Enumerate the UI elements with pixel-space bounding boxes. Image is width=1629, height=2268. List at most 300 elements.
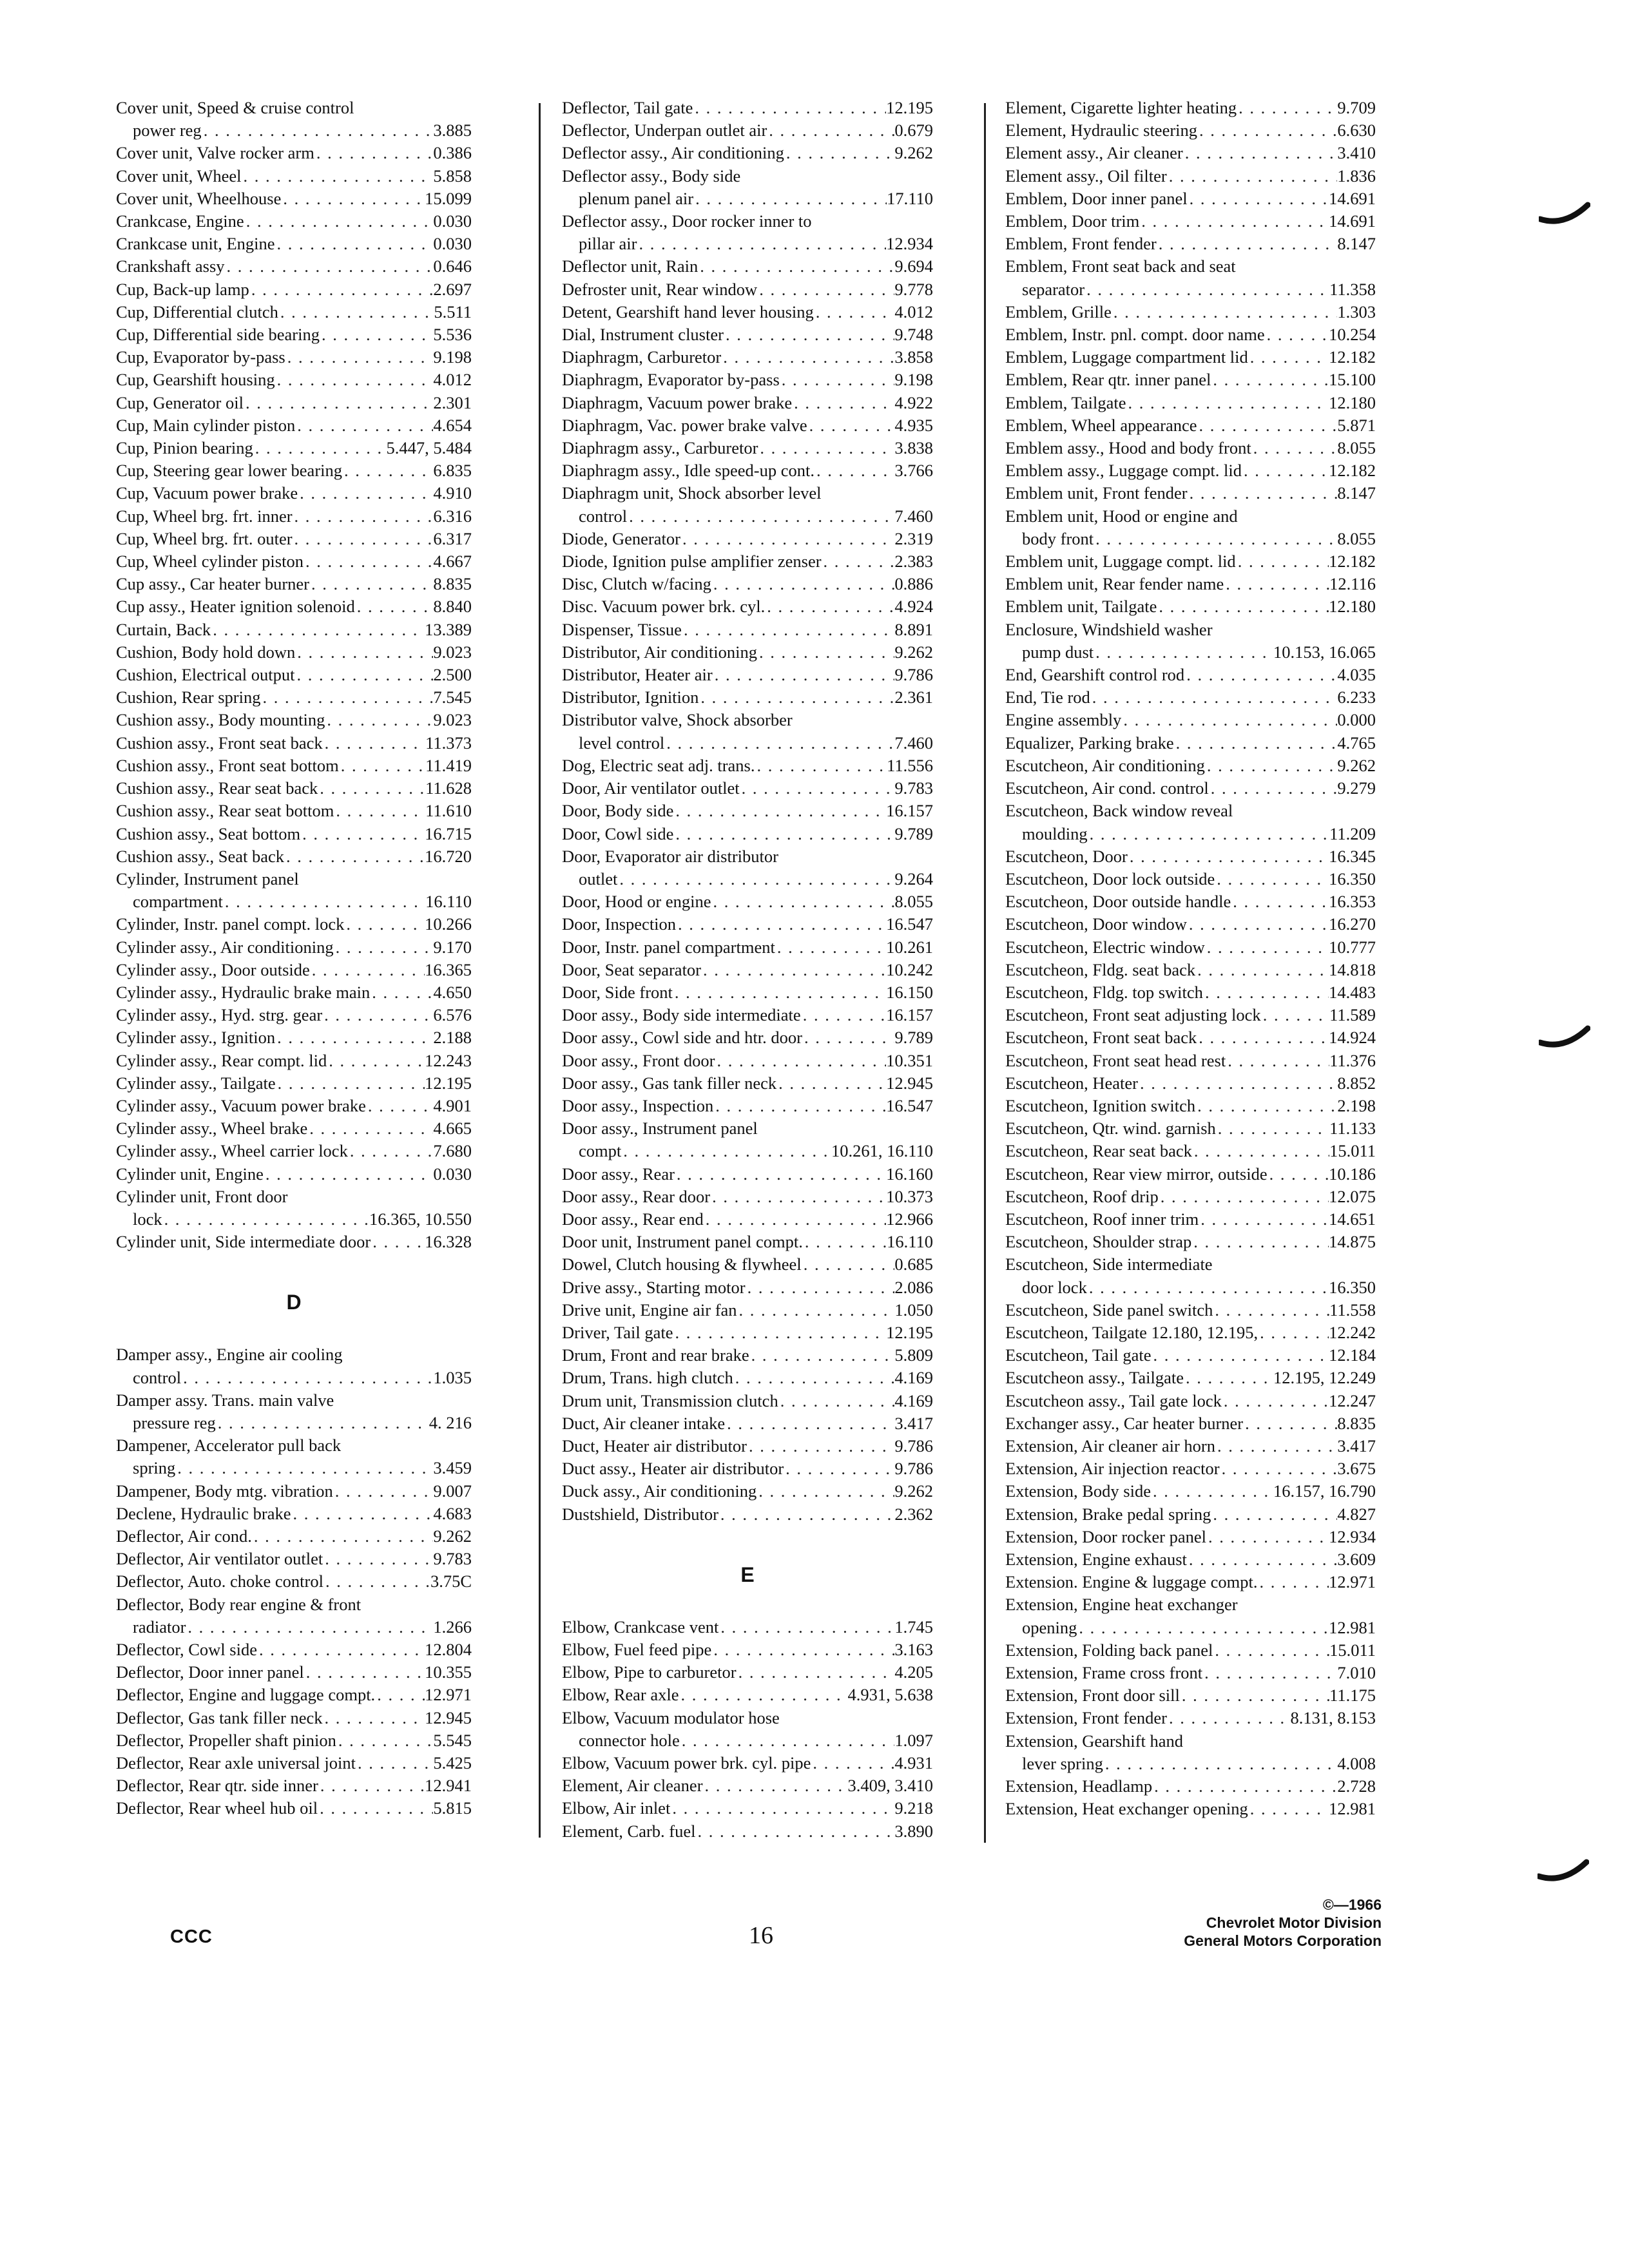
index-entry [116, 1684, 472, 1706]
dot-leader [275, 1026, 433, 1049]
entry-line [562, 323, 933, 346]
part-name: Duct, Heater air distributor [562, 1436, 747, 1456]
group-number: 4.924 [894, 597, 933, 617]
part-name: Element assy., Air cleaner [1005, 143, 1183, 163]
dot-leader [304, 1661, 425, 1684]
dot-leader [300, 823, 425, 845]
entry-continuation-line [116, 1208, 472, 1231]
group-number: 12.934 [886, 234, 933, 254]
part-name: Escutcheon, Roof drip [1005, 1186, 1159, 1206]
index-entry [1005, 1208, 1376, 1231]
group-number: 10.777 [1329, 937, 1376, 957]
part-name: Escutcheon, Door window [1005, 914, 1187, 934]
entry-line [562, 1299, 933, 1321]
group-number: 4. 216 [429, 1412, 472, 1432]
group-number: 11.175 [1329, 1686, 1376, 1706]
binder-mark [1537, 1858, 1589, 1890]
dot-leader [298, 482, 433, 505]
entry-line [1005, 1095, 1376, 1117]
index-entry [562, 1095, 933, 1117]
group-number: 12.195 [425, 1073, 472, 1093]
group-number: 16.270 [1329, 914, 1376, 934]
entry-line [1005, 1208, 1376, 1231]
group-number: 6.233 [1337, 687, 1376, 707]
index-entry [116, 1797, 472, 1820]
group-number: 6.835 [433, 461, 472, 481]
part-name: Damper assy., Engine air cooling [116, 1345, 343, 1365]
entry-line [116, 1548, 472, 1570]
part-name: door lock [1022, 1277, 1087, 1297]
entry-line [116, 686, 472, 709]
part-name: Elbow, Vacuum power brk. cyl. pipe [562, 1753, 811, 1773]
index-entry [1005, 800, 1376, 845]
dot-leader [339, 754, 425, 777]
index-entry [1005, 754, 1376, 777]
part-name: Enclosure, Windshield washer [1005, 619, 1213, 639]
entry-line [562, 1026, 933, 1049]
group-number: 3.766 [894, 461, 933, 481]
entry-line [116, 1774, 472, 1797]
index-entry [1005, 369, 1376, 391]
dot-leader [291, 1503, 433, 1525]
entry-line [1005, 1480, 1376, 1503]
index-entry [116, 823, 472, 845]
dot-leader [767, 119, 894, 142]
index-entry [562, 595, 933, 618]
dot-leader [1197, 1026, 1329, 1049]
entry-continuation-line [116, 1616, 472, 1639]
index-entry [1005, 709, 1376, 731]
group-number: 12.941 [425, 1776, 472, 1796]
part-name: Elbow, Fuel feed pipe [562, 1640, 712, 1659]
entry-line [562, 1186, 933, 1208]
group-number: 11.610 [425, 801, 472, 821]
group-number: 6.316 [433, 506, 472, 526]
group-number: 16.547 [886, 914, 933, 934]
dot-leader [679, 1684, 848, 1706]
index-entry [116, 1548, 472, 1570]
group-number: 1.303 [1337, 302, 1376, 322]
entry-line [116, 1797, 472, 1820]
index-entry [562, 845, 933, 890]
group-number: 9.279 [1337, 778, 1376, 798]
entry-line [116, 800, 472, 822]
group-number: 2.500 [433, 665, 472, 685]
group-number: 0.685 [894, 1254, 933, 1274]
index-entry [116, 1593, 472, 1639]
part-name: Emblem, Grille [1005, 302, 1112, 322]
entry-line [562, 459, 933, 482]
entry-line [116, 165, 472, 187]
dot-leader [1211, 1503, 1337, 1526]
index-entry [562, 550, 933, 573]
dot-leader [807, 414, 895, 437]
index-entry [116, 709, 472, 731]
index-entry [1005, 1571, 1376, 1593]
part-name: Emblem unit, Luggage compt. lid [1005, 552, 1236, 572]
entry-line [562, 1639, 933, 1661]
dot-leader [1268, 1163, 1329, 1186]
index-entry [562, 936, 933, 959]
dot-leader [1215, 868, 1329, 890]
dot-leader [815, 459, 894, 482]
part-name: Engine assembly [1005, 710, 1122, 730]
dot-leader [225, 255, 434, 278]
dot-leader [675, 1163, 886, 1186]
group-number: 2.301 [433, 392, 472, 412]
part-name: Deflector, Door inner panel [116, 1662, 304, 1682]
dot-leader [223, 890, 425, 913]
entry-line [1005, 664, 1376, 686]
group-number: 4.827 [1337, 1504, 1376, 1524]
dot-leader [264, 1163, 433, 1186]
group-number: 16.350 [1329, 1277, 1376, 1297]
entry-line [1005, 981, 1376, 1004]
part-name: Emblem, Front fender [1005, 234, 1157, 254]
entry-line [1005, 1775, 1376, 1798]
dot-leader [1094, 641, 1273, 664]
entry-line [1005, 1390, 1376, 1412]
index-entry [1005, 913, 1376, 936]
dot-leader [711, 573, 895, 595]
group-number: 4.931, 5.638 [847, 1685, 933, 1705]
part-name: pillar air [579, 234, 637, 254]
index-entry [116, 1095, 472, 1117]
index-entry [1005, 210, 1376, 233]
part-name: Emblem, Door inner panel [1005, 188, 1188, 208]
part-name: Door assy., Instrument panel [562, 1119, 758, 1139]
index-entry [116, 142, 472, 164]
dot-leader [710, 1186, 886, 1208]
group-number: 4.654 [433, 415, 472, 435]
dot-leader [322, 1004, 433, 1026]
entry-line [1005, 1050, 1376, 1072]
part-name: Cup assy., Heater ignition solenoid [116, 597, 355, 617]
index-entry [116, 981, 472, 1004]
dot-leader [1236, 550, 1329, 573]
entry-line [116, 437, 472, 459]
dot-leader [680, 528, 894, 550]
index-entry [116, 1480, 472, 1503]
group-number: 9.694 [894, 256, 933, 276]
group-number: 16.110 [887, 1232, 933, 1252]
part-name: plenum panel air [579, 188, 694, 208]
part-name: Crankcase unit, Engine [116, 234, 275, 254]
group-number: 12.182 [1329, 461, 1376, 481]
index-entry [116, 913, 472, 936]
entry-line [1005, 369, 1376, 391]
group-number: 16.365 [425, 959, 472, 979]
group-number: 11.556 [887, 755, 933, 775]
entry-line [562, 1503, 933, 1526]
index-entry [562, 1639, 933, 1661]
index-entry [1005, 664, 1376, 686]
dot-leader [1103, 1753, 1338, 1775]
group-number: 16.345 [1329, 846, 1376, 866]
index-entry [1005, 414, 1376, 437]
part-name: Elbow, Pipe to carburetor [562, 1662, 737, 1682]
part-name: Diode, Generator [562, 528, 680, 548]
entry-line [116, 1389, 472, 1412]
index-entry [562, 1004, 933, 1026]
section-heading: D [286, 1291, 302, 1314]
index-entry [562, 1480, 933, 1503]
part-name: Cup, Differential side bearing [116, 325, 320, 345]
entry-line [116, 1163, 472, 1186]
part-name: Escutcheon, Side panel switch [1005, 1300, 1213, 1320]
dot-leader [701, 959, 886, 981]
index-entry [562, 1026, 933, 1049]
group-number: 5.858 [433, 166, 472, 186]
index-entry [1005, 1026, 1376, 1049]
dot-leader [249, 278, 434, 301]
index-entry [562, 619, 933, 641]
group-number: 12.243 [425, 1050, 472, 1070]
entry-line [562, 210, 933, 233]
group-number: 11.558 [1329, 1300, 1376, 1320]
part-name: Extension, Gearshift hand [1005, 1731, 1183, 1751]
part-name: Deflector, Rear wheel hub oil [116, 1798, 318, 1818]
part-name: Cylinder unit, Front door [116, 1186, 288, 1206]
group-number: 12.075 [1329, 1186, 1376, 1206]
part-name: Diaphragm, Vac. power brake valve [562, 415, 807, 435]
entry-line [1005, 754, 1376, 777]
dot-leader [1237, 97, 1337, 119]
dot-leader [801, 1004, 886, 1026]
index-entry [562, 414, 933, 437]
entry-line [1005, 346, 1376, 369]
entry-line [1005, 1163, 1376, 1186]
part-name: Escutcheon, Rear view mirror, outside [1005, 1164, 1268, 1184]
binder-mark [1539, 1024, 1590, 1057]
index-entry [116, 686, 472, 709]
entry-line [1005, 233, 1376, 255]
index-column-1 [116, 97, 472, 1820]
dot-leader [1184, 1367, 1273, 1389]
dot-leader [1174, 732, 1338, 754]
entry-line [1005, 1117, 1376, 1140]
index-entry [116, 1639, 472, 1661]
group-number: 17.110 [887, 188, 933, 208]
part-name: Element, Cigarette lighter heating [1005, 98, 1237, 117]
dot-leader [758, 437, 894, 459]
part-name: Escutcheon, Electric window [1005, 937, 1205, 957]
entry-line [1005, 1321, 1376, 1344]
part-name: Escutcheon, Air conditioning [1005, 755, 1205, 775]
index-entry [562, 1503, 933, 1526]
group-number: 12.945 [425, 1707, 472, 1727]
dot-leader [1211, 369, 1329, 391]
dot-leader [747, 1435, 894, 1457]
index-entry [1005, 392, 1376, 414]
group-number: 14.924 [1329, 1028, 1376, 1048]
dot-leader [814, 301, 895, 323]
entry-line [116, 1707, 472, 1729]
index-entry [562, 323, 933, 346]
part-name: Door assy., Body side intermediate [562, 1005, 801, 1025]
part-name: Cup, Gearshift housing [116, 370, 275, 390]
part-name: Deflector, Engine and luggage compt. [116, 1685, 376, 1705]
group-number: 9.023 [433, 710, 472, 730]
dot-leader [334, 936, 434, 959]
part-name: Crankcase, Engine [116, 211, 244, 231]
dot-leader [1126, 392, 1329, 414]
index-entry [562, 255, 933, 278]
index-entry [1005, 165, 1376, 187]
entry-line [1005, 1299, 1376, 1321]
group-number: 0.386 [433, 143, 472, 163]
entry-line [116, 1050, 472, 1072]
part-name: Extension, Body side [1005, 1481, 1151, 1501]
entry-continuation-line [116, 119, 472, 142]
group-number: 4.205 [894, 1662, 933, 1682]
part-name: Escutcheon, Front seat adjusting lock [1005, 1005, 1261, 1025]
part-name: Escutcheon, Tailgate 12.180, 12.195, [1005, 1322, 1258, 1342]
index-entry [116, 573, 472, 595]
group-number: 11.628 [425, 778, 472, 798]
group-number: 6.317 [433, 528, 472, 548]
part-name: Dampener, Accelerator pull back [116, 1436, 342, 1456]
entry-continuation-line [116, 1367, 472, 1389]
index-entry [1005, 1186, 1376, 1208]
dot-leader [257, 1639, 425, 1661]
part-name: Deflector, Propeller shaft pinion [116, 1730, 336, 1750]
group-number: 9.789 [894, 1028, 933, 1048]
index-entry [116, 528, 472, 550]
dot-leader [757, 641, 894, 664]
dot-leader [711, 890, 895, 913]
index-entry [116, 868, 472, 913]
dot-leader [1209, 777, 1338, 800]
dot-leader [1180, 1684, 1329, 1707]
index-entry [1005, 890, 1376, 913]
group-number: 9.262 [894, 642, 933, 662]
dot-leader [673, 800, 886, 822]
part-name: Distributor, Ignition [562, 687, 699, 707]
group-number: 5.815 [433, 1798, 472, 1818]
index-entry [562, 959, 933, 981]
part-name: Driver, Tail gate [562, 1322, 673, 1342]
index-entry [1005, 1503, 1376, 1526]
group-number: 10.242 [886, 959, 933, 979]
part-name: Cup, Generator oil [116, 392, 244, 412]
group-number: 14.483 [1329, 982, 1376, 1002]
index-entry [116, 845, 472, 868]
dot-leader [162, 1208, 369, 1231]
index-entry [116, 1026, 472, 1049]
group-number: 2.319 [894, 528, 933, 548]
index-entry [1005, 323, 1376, 346]
entry-line [1005, 165, 1376, 187]
part-name: Cushion assy., Rear seat back [116, 778, 318, 798]
group-number: 6.630 [1337, 120, 1376, 140]
part-name: Door, Instr. panel compartment [562, 937, 775, 957]
entry-line [562, 142, 933, 164]
index-entry [562, 1661, 933, 1684]
part-name: Cushion, Body hold down [116, 642, 296, 662]
dot-leader [621, 1140, 831, 1162]
part-name: Equalizer, Parking brake [1005, 733, 1174, 753]
entry-line [116, 482, 472, 505]
entry-line [116, 255, 472, 278]
index-entry [1005, 1367, 1376, 1389]
group-number: 16.157 [886, 1005, 933, 1025]
index-entry [1005, 1140, 1376, 1162]
part-name: radiator [133, 1617, 186, 1637]
dot-leader [746, 1276, 895, 1299]
publisher-block [1184, 1896, 1382, 1950]
group-number: 8.852 [1337, 1073, 1376, 1093]
index-entry [1005, 1163, 1376, 1186]
index-entry [562, 686, 933, 709]
index-entry [1005, 1798, 1376, 1820]
dot-leader [673, 823, 894, 845]
entry-line [1005, 142, 1376, 164]
dot-leader [718, 1616, 894, 1639]
group-number: 9.198 [433, 347, 472, 367]
entry-continuation-line [1005, 1617, 1376, 1639]
entry-line [116, 1525, 472, 1548]
dot-leader [696, 1820, 895, 1843]
part-name: Door assy., Rear [562, 1164, 675, 1184]
dot-leader [278, 301, 434, 323]
dot-leader [1084, 278, 1329, 301]
index-entry [116, 346, 472, 369]
index-entry [1005, 1684, 1376, 1707]
group-number: 1.745 [894, 1617, 933, 1637]
entry-line [562, 777, 933, 800]
dot-leader [323, 1570, 430, 1593]
index-entry [116, 1004, 472, 1026]
index-entry [562, 142, 933, 164]
part-name: Dispenser, Tissue [562, 619, 682, 639]
publisher-parent: General Motors Corporation [1184, 1932, 1382, 1949]
entry-line [116, 981, 472, 1004]
part-name: Detent, Gearshift hand lever housing [562, 302, 814, 322]
entry-line [562, 1707, 933, 1729]
group-number: 10.153, 16.065 [1273, 642, 1376, 662]
group-number: 12.981 [1329, 1799, 1376, 1819]
part-name: Deflector assy., Door rocker inner to [562, 211, 812, 231]
part-name: Door, Hood or engine [562, 892, 711, 912]
part-name: Deflector, Gas tank filler neck [116, 1707, 323, 1727]
entry-line [562, 573, 933, 595]
entry-line [1005, 1072, 1376, 1095]
index-entry [116, 323, 472, 346]
entry-line [1005, 573, 1376, 595]
index-entry [116, 187, 472, 210]
dot-leader [314, 142, 434, 164]
index-entry [562, 1457, 933, 1480]
part-name: End, Tie rod [1005, 687, 1090, 707]
dot-leader [1205, 936, 1329, 959]
entry-line [116, 187, 472, 210]
entry-line [562, 369, 933, 391]
entry-line [1005, 1457, 1376, 1480]
group-number: 16.150 [886, 982, 933, 1002]
dot-leader [713, 1095, 886, 1117]
entry-line [562, 482, 933, 505]
dot-leader [1087, 1276, 1329, 1299]
index-entry [1005, 255, 1376, 300]
index-entry [1005, 346, 1376, 369]
entry-line [1005, 1548, 1376, 1571]
index-entry [562, 1072, 933, 1095]
part-name: Cylinder assy., Vacuum power brake [116, 1095, 366, 1115]
index-entry [116, 1752, 472, 1774]
dot-leader [698, 255, 894, 278]
index-entry [1005, 1730, 1376, 1775]
